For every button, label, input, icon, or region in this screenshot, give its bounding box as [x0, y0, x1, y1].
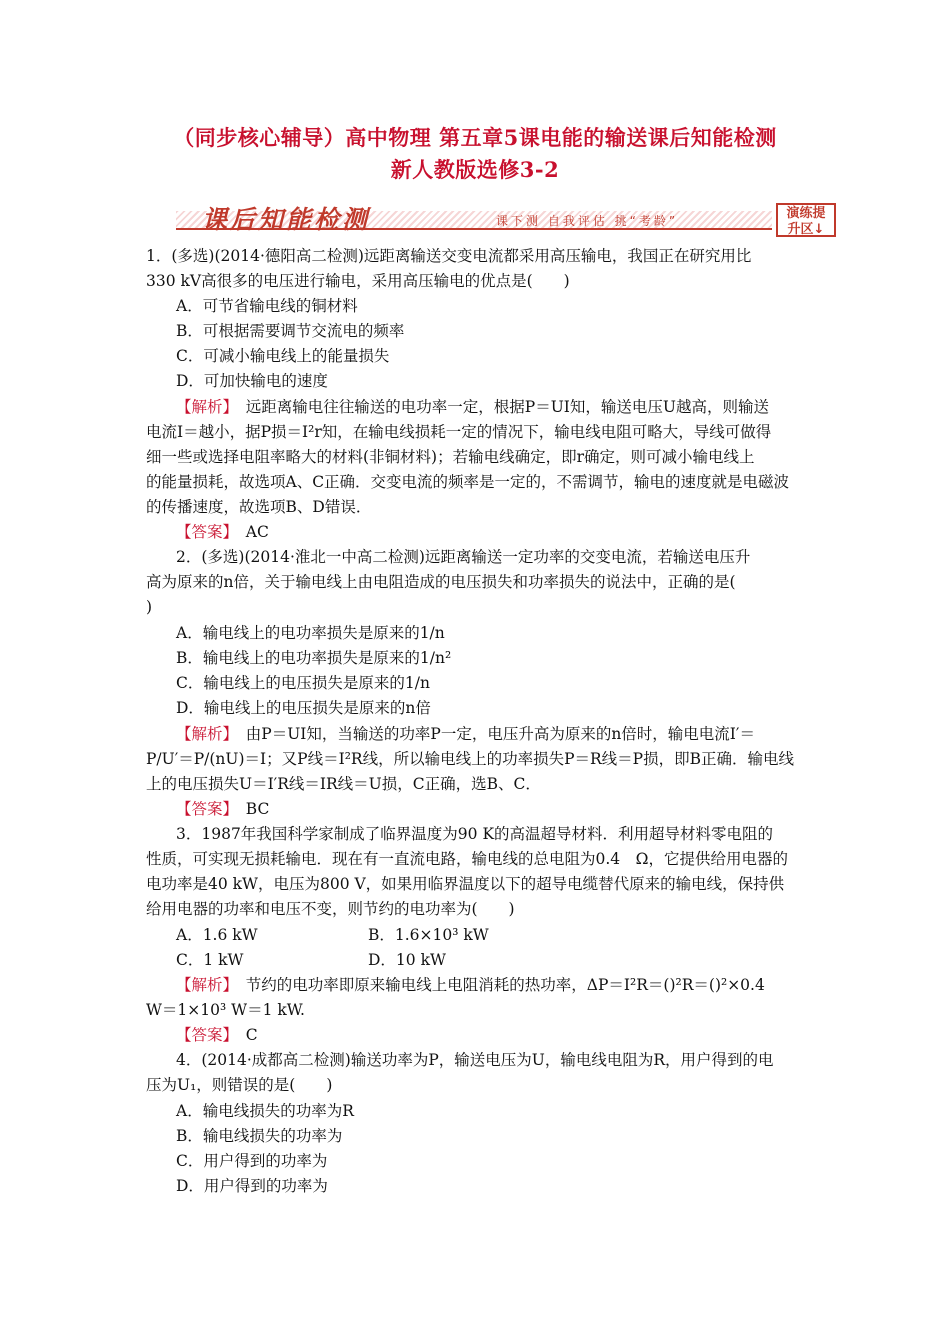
- q2-answer-value: BC: [245, 800, 270, 818]
- section-banner: [176, 202, 772, 232]
- q3-analysis-text1: 节约的电功率即原来输电线上电阻消耗的热功率，ΔP＝I²R＝()²R＝()²×0.4: [245, 976, 765, 994]
- q3-answer: [176, 1025, 258, 1045]
- q1-analysis-line2: 电流I＝越小，据P损＝I²r知，在输电线损耗一定的情况下，输电线电阻可略大，导线可做得: [146, 423, 772, 441]
- q3-option-b: B．1.6×10³ kW: [368, 926, 489, 944]
- q3-analysis-line2: W＝1×10³ W＝1 kW.: [146, 1001, 305, 1019]
- q3-analysis-line1: [176, 975, 765, 995]
- q2-stem-line2: 高为原来的n倍，关于输电线上由电阻造成的电压损失和功率损失的说法中，正确的是(: [146, 573, 736, 591]
- q1-analysis-line5: 的传播速度，故选项B、D错误．: [146, 498, 372, 516]
- q3-stem-line1: 3．1987年我国科学家制成了临界温度为90 K的高温超导材料．利用超导材料零电阻的: [176, 825, 774, 843]
- analysis-label: 【解析】: [176, 725, 231, 743]
- q3-stem-line2: 性质，可实现无损耗输电．现在有一直流电路，输电线的总电阻为0.4 Ω，它提供给用电器的: [146, 850, 789, 868]
- q4-option-b: B．输电线损失的功率为: [176, 1127, 343, 1145]
- q2-option-a: A．输电线上的电功率损失是原来的1/n: [176, 624, 445, 642]
- banner-subtitle: 课下测 自我评估 挑“考龄”: [496, 214, 679, 228]
- q4-stem-line1: 4．(2014·成都高二检测)输送功率为P，输送电压为U，输电线电阻为R，用户得到的电: [176, 1051, 774, 1069]
- badge-line1: 演练提: [786, 206, 826, 221]
- q1-option-a: A．可节省输电线的铜材料: [176, 297, 358, 315]
- q4-stem-line2: 压为U₁，则错误的是( ): [146, 1076, 333, 1094]
- q2-analysis-text1: 由P＝UI知，当输送的功率P一定，电压升高为原来的n倍时，输电电流I′＝: [245, 725, 755, 743]
- q4-option-d: D．用户得到的功率为: [176, 1177, 328, 1195]
- q1-analysis-line4: 的能量损耗，故选项A、C正确．交变电流的频率是一定的，不需调节，输电的速度就是电磁波: [146, 473, 790, 491]
- q1-option-d: D．可加快输电的速度: [176, 372, 328, 390]
- document-title-line2: 新人教版选修3-2: [390, 157, 560, 182]
- q4-option-c: C．用户得到的功率为: [176, 1152, 328, 1170]
- q1-option-b: B．可根据需要调节交流电的频率: [176, 322, 405, 340]
- q1-answer-value: AC: [245, 523, 269, 541]
- q2-option-b: B．输电线上的电功率损失是原来的1/n²: [176, 649, 452, 667]
- q2-answer: [176, 799, 269, 819]
- practice-badge: [776, 203, 836, 237]
- q3-stem-line4: 给用电器的功率和电压不变，则节约的电功率为( ): [146, 900, 515, 918]
- q3-stem-line3: 电功率是40 kW，电压为800 V，如果用临界温度以下的超导电缆替代原来的输电线，保持供: [146, 875, 785, 893]
- q2-option-c: C．输电线上的电压损失是原来的1/n: [176, 674, 430, 692]
- banner-title: 课后知能检测: [202, 205, 371, 234]
- answer-label: 【答案】: [176, 1026, 231, 1044]
- q4-option-a: A．输电线损失的功率为R: [176, 1102, 354, 1120]
- q1-stem-line2: 330 kV高很多的电压进行输电，采用高压输电的优点是( ): [146, 272, 570, 290]
- q3-answer-value: C: [245, 1026, 258, 1044]
- analysis-label: 【解析】: [176, 398, 231, 416]
- q3-option-c: C．1 kW: [176, 951, 244, 969]
- q3-option-d: D．10 kW: [368, 951, 446, 969]
- q1-analysis-line1: [176, 397, 769, 417]
- q1-stem-line1: 1．(多选)(2014·德阳高二检测)远距离输送交变电流都采用高压输电，我国正在研究用比: [146, 247, 752, 265]
- q2-option-d: D．输电线上的电压损失是原来的n倍: [176, 699, 431, 717]
- q1-answer: [176, 522, 269, 542]
- analysis-label: 【解析】: [176, 976, 231, 994]
- answer-label: 【答案】: [176, 800, 231, 818]
- q2-stem-line1: 2．(多选)(2014·淮北一中高二检测)远距离输送一定功率的交变电流，若输送电压升: [176, 548, 751, 566]
- answer-label: 【答案】: [176, 523, 231, 541]
- q3-option-a: A．1.6 kW: [176, 926, 258, 944]
- q2-analysis-line3: 上的电压损失U＝I′R线＝IR线＝U损，C正确，选B、C．: [146, 775, 541, 793]
- q1-analysis-text1: 远距离输电往往输送的电功率一定，根据P＝UI知，输送电压U越高，则输送: [245, 398, 769, 416]
- q2-analysis-line2: P/U′＝P/(nU)＝I；又P线＝I²R线，所以输电线上的功率损失P＝R线＝P损，即B正确．输电线: [146, 750, 795, 768]
- q1-analysis-line3: 细一些或选择电阻率略大的材料(非铜材料)；若输电线确定，即r确定，则可减小输电线上: [146, 448, 755, 466]
- q2-stem-line3: ): [146, 598, 153, 616]
- badge-line2: 升区↓: [787, 222, 825, 237]
- document-title-line1: （同步核心辅导）高中物理 第五章5课电能的输送课后知能检测: [173, 125, 777, 150]
- q2-analysis-line1: [176, 724, 755, 744]
- q1-option-c: C．可减小输电线上的能量损失: [176, 347, 390, 365]
